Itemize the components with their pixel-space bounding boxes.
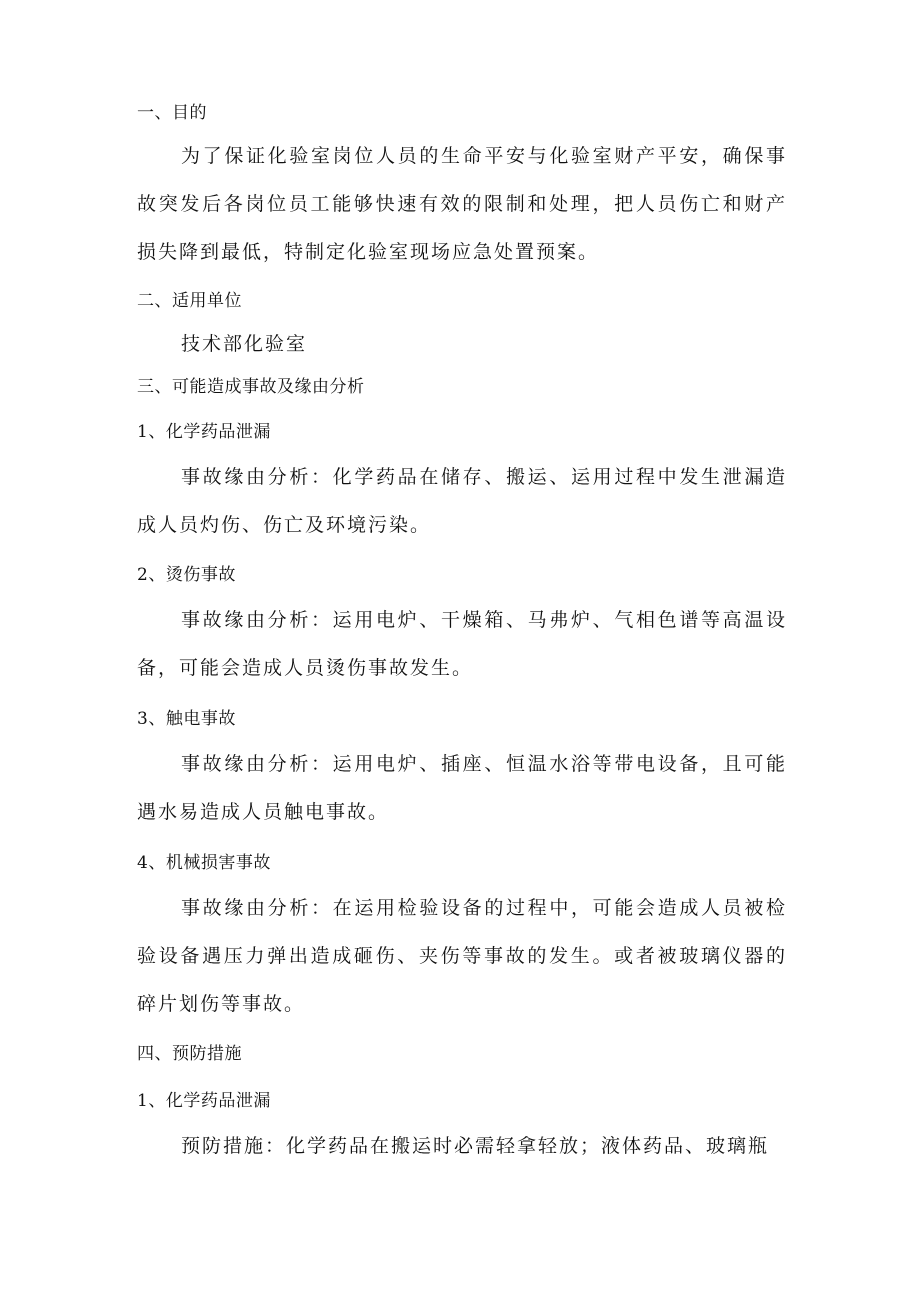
paragraph-scope: 技术部化验室 xyxy=(181,333,308,355)
section-heading-prevention: 四、预防措施 xyxy=(137,1044,242,1064)
paragraph-burn-cause: 事故缘由分析：运用电炉、干燥箱、马弗炉、气相色谱等高温设备，可能会造成人员烫伤事故发生。 xyxy=(137,609,787,679)
paragraph-purpose: 为了保证化验室岗位人员的生命平安与化验室财产平安，确保事故突发后各岗位员工能够快速有效的限制和处理，把人员伤亡和财产损失降到最低，特制定化验室现场应急处置预案。 xyxy=(137,145,787,263)
subsection-heading-burn: 2、烫伤事故 xyxy=(137,565,236,585)
paragraph-prevention-chemical: 预防措施：化学药品在搬运时必需轻拿轻放；液体药品、玻璃瓶 xyxy=(181,1135,770,1157)
section-heading-scope: 二、适用单位 xyxy=(137,291,242,311)
paragraph-electric-shock-cause: 事故缘由分析：运用电炉、插座、恒温水浴等带电设备，且可能遇水易造成人员触电事故。 xyxy=(137,753,787,823)
subsection-heading-electric-shock: 3、触电事故 xyxy=(137,709,236,729)
subsection-heading-mechanical: 4、机械损害事故 xyxy=(137,853,271,873)
section-heading-causes: 三、可能造成事故及缘由分析 xyxy=(137,377,365,397)
paragraph-mechanical-cause: 事故缘由分析：在运用检验设备的过程中，可能会造成人员被检验设备遇压力弹出造成砸伤、夹伤等事故的发生。或者被玻璃仪器的碎片划伤等事故。 xyxy=(137,897,787,1015)
section-heading-purpose: 一、目的 xyxy=(137,103,207,123)
subsection-heading-prevention-chemical: 1、化学药品泄漏 xyxy=(137,1091,271,1111)
paragraph-chemical-leak-cause: 事故缘由分析：化学药品在储存、搬运、运用过程中发生泄漏造成人员灼伤、伤亡及环境污染。 xyxy=(137,466,787,536)
subsection-heading-chemical-leak: 1、化学药品泄漏 xyxy=(137,422,271,442)
